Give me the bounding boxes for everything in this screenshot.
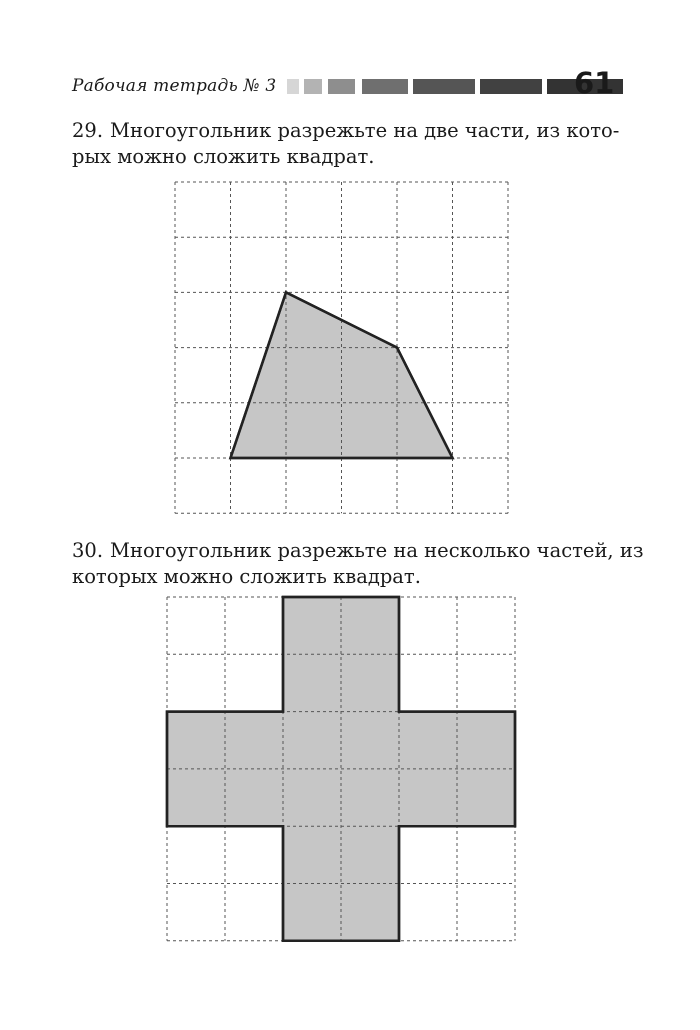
task-number: 29. [72,119,104,142]
page-number: 61 [574,66,615,100]
task-text-line: рых можно сложить квадрат. [72,145,375,168]
task-text-line: Многоугольник разрежьте на несколько частей, из [110,539,644,562]
task-number: 30. [72,539,104,562]
workbook-title: Рабочая тетрадь № 3 [72,76,277,96]
task-text-line: которых можно сложить квадрат. [72,565,421,588]
task-text-line: Многоугольник разрежьте на две части, из кото- [110,119,620,142]
